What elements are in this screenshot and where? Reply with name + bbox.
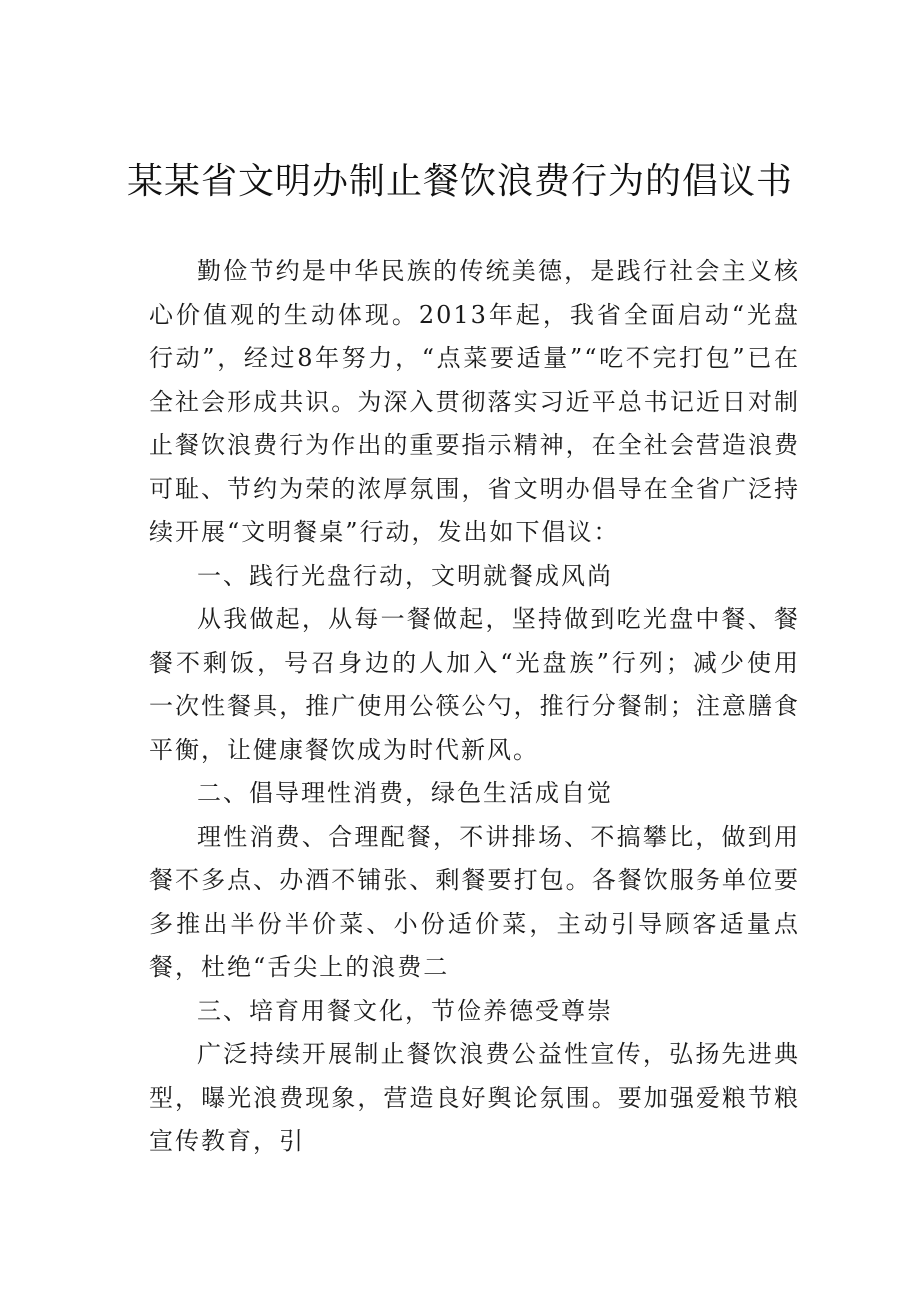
document-body xyxy=(149,250,800,1164)
document-title: 某某省文明办制止餐饮浪费行为的倡议书 xyxy=(126,161,793,202)
section-paragraph-3: 广泛持续开展制止餐饮浪费公益性宣传，弘扬先进典型，曝光浪费现象，营造良好舆论氛围。要加强爱粮节粮宣传教育，引 xyxy=(149,1040,800,1155)
section-paragraph-2: 理性消费、合理配餐，不讲排场、不搞攀比，做到用餐不多点、办酒不铺张、剩餐要打包。各餐饮服务单位要多推出半份半价菜、小份适价菜，主动引导顾客适量点餐，杜绝“舌尖上的浪费二 xyxy=(149,822,800,981)
section-heading-2: 二、倡导理性消费，绿色生活成自觉 xyxy=(197,779,613,807)
section-heading-3: 三、培育用餐文化，节俭养德受尊崇 xyxy=(197,996,613,1025)
section-paragraph-1: 从我做起，从每一餐做起，坚持做到吃光盘中餐、餐餐不剩饭，号召身边的人加入“光盘族”行列；减少使用一次性餐具，推广使用公筷公勺，推行分餐制；注意膳食平衡，让健康餐饮成为时代新风。 xyxy=(149,605,800,764)
intro-paragraph: 勤俭节约是中华民族的传统美德，是践行社会主义核心价值观的生动体现。2013年起，我省全面启动“光盘行动”，经过8年努力，“点菜要适量”“吃不完打包”已在全社会形成共识。为深入贯彻落实习近平总书记近日对制止餐饮浪费行为作出的重要指示精神，在全社会营造浪费可耻、节约为荣的浓厚氛围，省文明办倡导在全省广泛持续开展“文明餐桌”行动，发出如下倡议： xyxy=(149,257,800,546)
section-heading-1: 一、践行光盘行动，文明就餐成风尚 xyxy=(197,561,613,590)
